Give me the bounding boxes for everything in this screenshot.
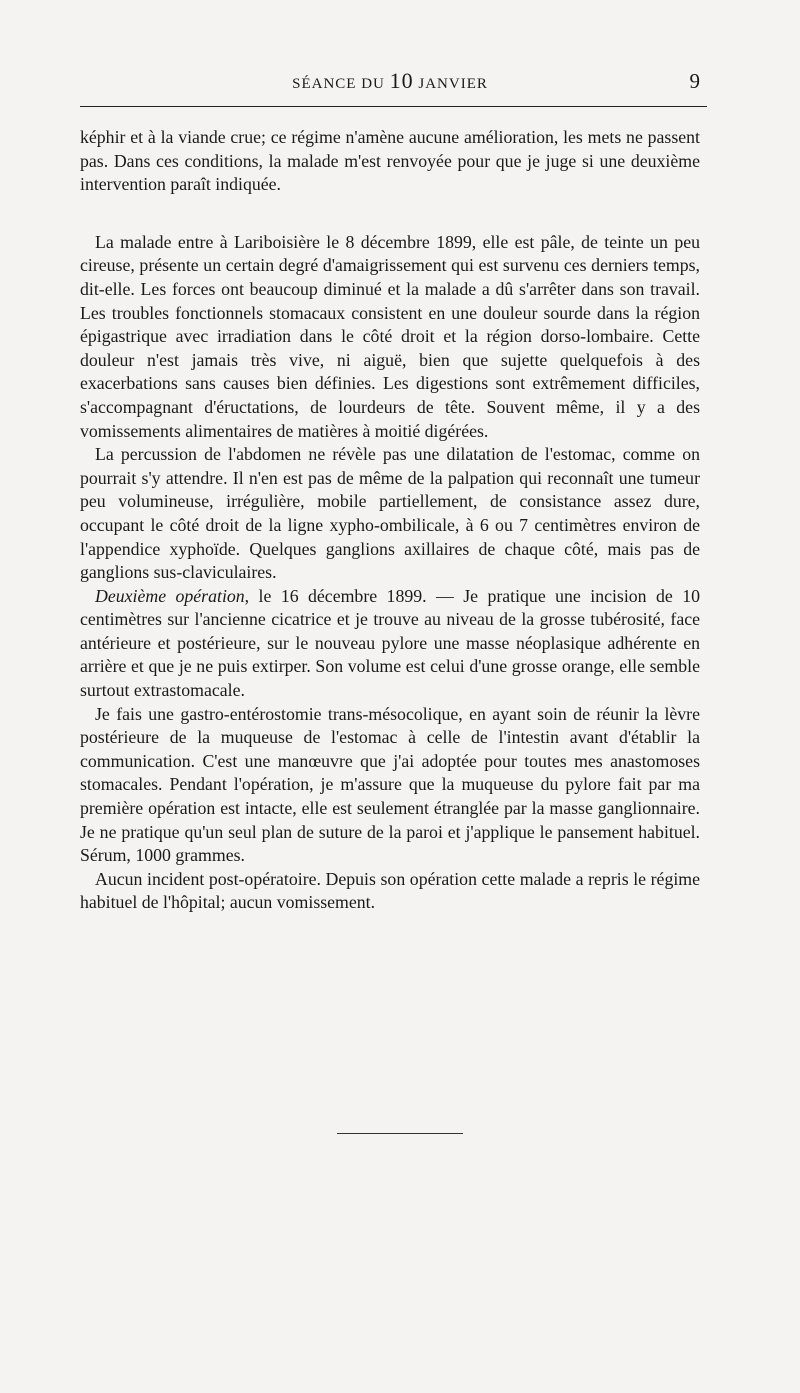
paragraph-admission: La malade entre à Lariboisière le 8 décembre 1899, elle est pâle, de teinte un peu cireuse, présente un certain degré d'amaigrissement qui est survenu ces derniers temps, dit-elle. Les forces ont beaucoup diminué et la malade a dû s'arrêter dans son travail. Les troubles fonctionnels stomacaux consistent en une douleur sourde dans la région épigastrique avec irradiation dans le côté droit et la région dorso-lombaire. Cette douleur n'est jamais très vive, ni aiguë, bien que sujette quelquefois à des exacerbations sans causes bien définies. Les digestions sont extrêmement difficiles, s'accompagnant d'éructations, de lourdeurs de tête. Souvent même, il y a des vomissements alimentaires de matières à moitié digérées. <box>80 231 700 441</box>
page-number: 9 <box>689 69 700 93</box>
header-rule <box>80 106 707 107</box>
operation-text: , le 16 décembre 1899. — Je pratique une incision de 10 centimètres sur l'ancienne cicatrice et je trouve au niveau de la grosse tubérosité, face antérieure et postérieure, sur le nouveau pylore une masse néoplasique adhérente en arrière et que je ne puis extirper. Son volume est celui d'une grosse orange, elle semble surtout extrastomacale. <box>80 585 700 701</box>
closing-rule <box>337 1133 463 1134</box>
running-head-prefix: SÉANCE DU <box>292 76 390 92</box>
paragraph-continuation: képhir et à la viande crue; ce régime n'amène aucune amélioration, les mets ne passent pas. Dans ces conditions, la malade m'est renvoyée pour que je juge si une deuxième intervention paraît indiquée. <box>80 127 700 195</box>
running-head <box>80 66 700 99</box>
page-header <box>80 66 700 96</box>
operation-title: Deuxième opération <box>95 585 245 606</box>
running-head-month: JANVIER <box>413 76 488 92</box>
body-text <box>80 126 700 915</box>
paragraph-gastro-enterostomy: Je fais une gastro-entérostomie trans-mésocolique, en ayant soin de réunir la lèvre postérieure de la muqueuse de l'estomac à celle de l'intestin avant d'établir la communication. C'est une manœuvre que j'ai adoptée pour toutes mes anastomoses stomacales. Pendant l'opération, je m'assure que la muqueuse du pylore fait par ma première opération est intacte, elle est seulement étranglée par la masse ganglionnaire. Je ne pratique qu'un seul plan de suture de la paroi et j'applique le pansement habituel. Sérum, 1000 grammes. <box>80 703 700 866</box>
running-head-day: 10 <box>389 68 414 93</box>
paragraph-examination: La percussion de l'abdomen ne révèle pas une dilatation de l'estomac, comme on pourrait s'y attendre. Il n'en est pas de même de la palpation qui reconnaît une tumeur peu volumineuse, irrégulière, mobile partiellement, de consistance assez dure, occupant le côté droit de la ligne xypho-ombilicale, à 6 ou 7 centimètres environ de l'appendice xyphoïde. Quelques ganglions axillaires de chaque côté, mais pas de ganglions sus-claviculaires. <box>80 444 700 583</box>
paragraph-second-operation <box>80 585 700 703</box>
paragraph-postoperative: Aucun incident post-opératoire. Depuis son opération cette malade a repris le régime habituel de l'hôpital; aucun vomissement. <box>80 868 700 913</box>
